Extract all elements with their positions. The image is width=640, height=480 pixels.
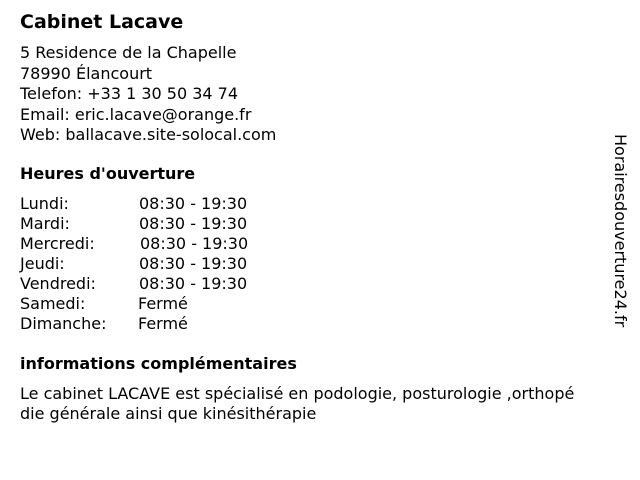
hours-heading: Heures d'ouverture [20, 164, 196, 183]
address-city: 78990 Élancourt [20, 63, 153, 83]
info-description [20, 384, 620, 424]
web-line: Web: ballacave.site-solocal.com [20, 125, 277, 144]
day-label: Jeudi: [20, 254, 65, 273]
time-value: Fermé [138, 314, 188, 333]
description-line: Le cabinet LACAVE est spécialisé en podologie, posturologie ,orthopé [20, 384, 575, 403]
phone-line: Telefon: +33 1 30 50 34 74 [20, 84, 239, 103]
site-watermark [610, 134, 630, 344]
contact-block [20, 43, 276, 146]
time-value: 08:30 - 19:30 [139, 254, 248, 273]
day-label: Lundi: [20, 194, 69, 213]
watermark-text: Horairesdouverture24.fr [611, 134, 630, 328]
address-street: 5 Residence de la Chapelle [20, 43, 237, 62]
description-line: die générale ainsi que kinésithérapie [20, 404, 317, 423]
day-label: Dimanche: [20, 314, 107, 333]
time-value: 08:30 - 19:30 [139, 194, 248, 213]
time-value: 08:30 - 19:30 [139, 274, 248, 293]
day-label: Samedi: [20, 294, 86, 313]
time-value: Fermé [138, 294, 188, 313]
info-heading: informations complémentaires [20, 354, 297, 373]
email-line: Email: eric.lacave@orange.fr [20, 104, 252, 124]
time-value: 08:30 - 19:30 [140, 234, 249, 253]
business-name: Cabinet Lacave [20, 11, 184, 33]
day-label: Vendredi: [20, 274, 96, 293]
day-label: Mardi: [20, 214, 70, 233]
time-value: 08:30 - 19:30 [139, 214, 248, 233]
day-label: Mercredi: [20, 234, 95, 253]
